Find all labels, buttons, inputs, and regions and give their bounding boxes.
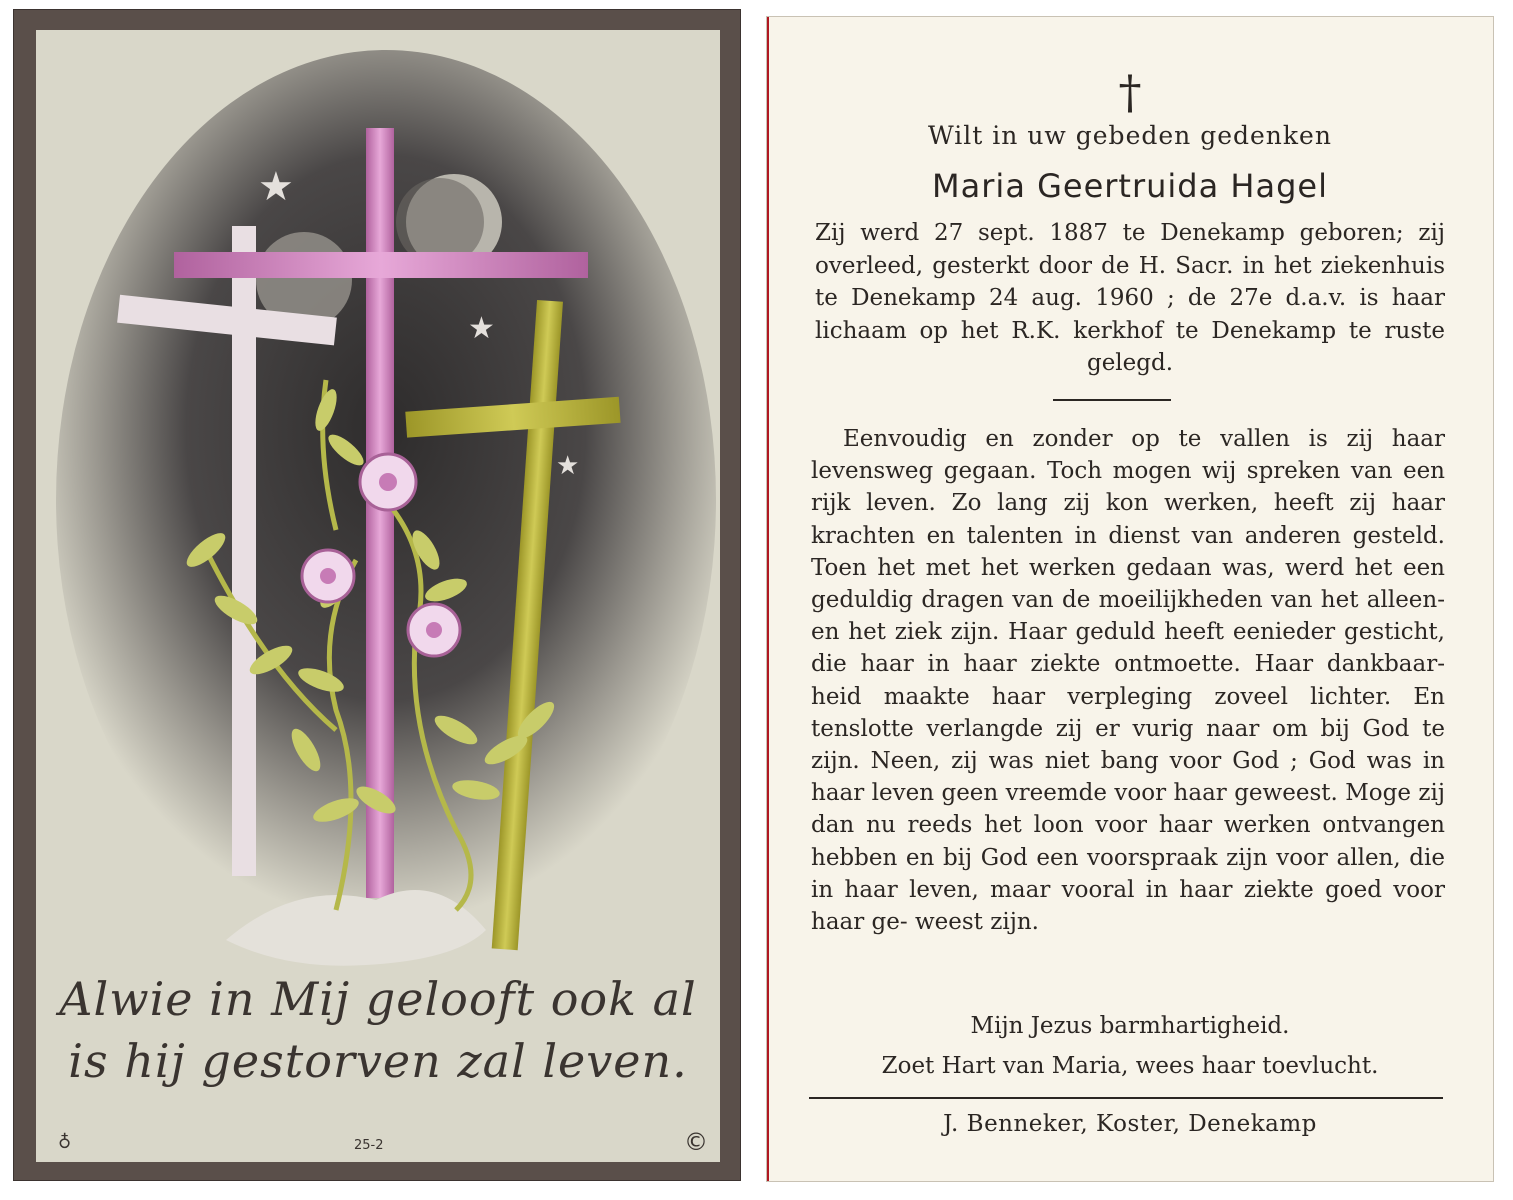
flower-right: [408, 604, 460, 656]
motto-text: [36, 968, 720, 1092]
prayer-line-1: Mijn Jezus barmhartigheid.: [970, 1013, 1290, 1039]
flower-left: [302, 550, 354, 602]
prayer-card-front: [14, 10, 740, 1180]
intro-line: Wilt in uw gebeden gedenken: [928, 121, 1332, 150]
publisher-mark-icon: ♁: [58, 1132, 72, 1153]
printer-credit: J. Benneker, Koster, Denekamp: [943, 1111, 1317, 1137]
divider-short: [1053, 399, 1171, 401]
flower-top: [360, 454, 416, 510]
prayer-card-back: [766, 16, 1494, 1182]
star-icon: ★: [258, 164, 294, 210]
biography-text: Zij werd 27 sept. 1887 te Denekamp geboren; zij overleed, gesterkt door de H. Sacr. in het ziekenhuis te Denekamp 24 aug. 1960 ; de 27e d.a.v. is haar lichaam op het R.K. kerkhof te Denekamp te ruste gelegd.: [815, 220, 1445, 376]
prayer-line-2: Zoet Hart van Maria, wees haar toevlucht.: [881, 1053, 1379, 1079]
eulogy-text: Eenvoudig en zonder op te vallen is zij haar levensweg gegaan. Toch mogen wij spreken van een rijk leven. Zo lang zij kon werken, heeft zij haar krachten en talenten in dienst van anderen gesteld. Toen het met het werken gedaan was, werd het een geduldig dragen van de moeilijkheden van het alleen- en het ziek zijn. Haar geduld heeft eenieder gesticht, die haar in haar ziekte ontmoette. Haar dankbaar- heid maakte haar verpleging zoveel lichter. En tenslotte verlangde zij er vurig naar om bij God te zijn. Neen, zij was niet bang voor God ; God was in haar leven geen vreemde voor haar geweest. Moge zij dan nu reeds het loon voor haar werken ontvangen hebben en bij God een voorspraak zijn voor allen, die in haar leven, maar vooral in haar ziekte goed voor haar ge- weest zijn.: [811, 426, 1445, 936]
star-icon: ★: [556, 451, 580, 481]
divider-long: [809, 1097, 1443, 1099]
cross-icon: †: [1118, 65, 1142, 119]
star-icon: ★: [468, 311, 495, 346]
print-code: 25-2: [354, 1138, 384, 1153]
motto-line-2: is hij gestorven zal leven.: [68, 1034, 688, 1088]
illustration-panel: [36, 30, 720, 1162]
copyright-mark-icon: ©: [684, 1128, 708, 1156]
motto-line-1: Alwie in Mij gelooft ook al: [59, 972, 697, 1026]
deceased-name: Maria Geertruida Hagel: [932, 167, 1328, 205]
